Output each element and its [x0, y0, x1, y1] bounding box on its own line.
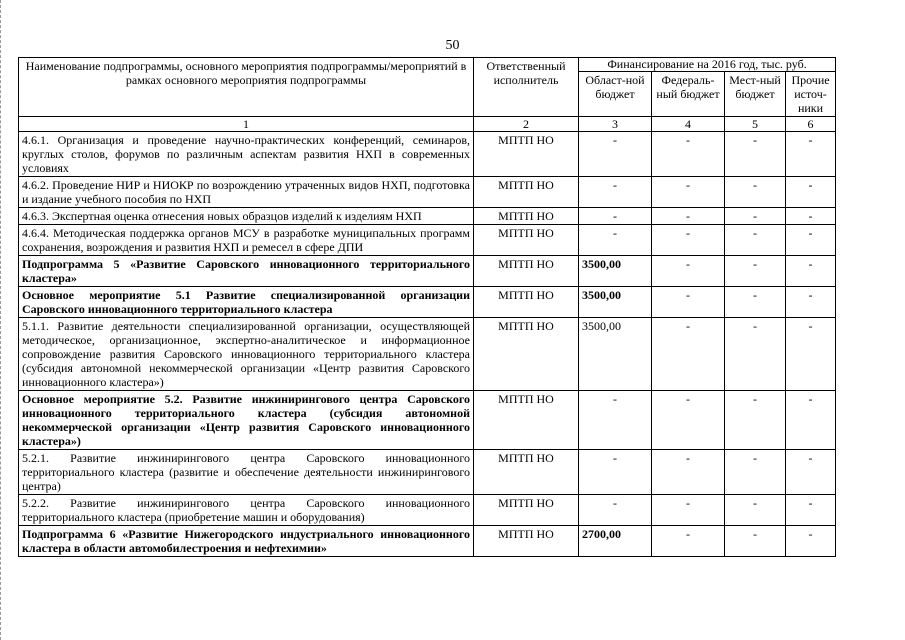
row-regional-budget: - — [579, 177, 652, 208]
row-name: 4.6.1. Организация и проведение научно-практических конференций, семинаров, круглых столов, форумов по различным аспектам развития НХП в современных условиях — [19, 132, 474, 177]
row-other-sources: - — [786, 177, 836, 208]
row-executor: МПТП НО — [474, 256, 579, 287]
row-federal-budget: - — [652, 318, 725, 391]
column-number: 4 — [652, 117, 725, 132]
row-regional-budget: - — [579, 495, 652, 526]
row-name: Подпрограмма 5 «Развитие Саровского инновационного территориального кластера» — [19, 256, 474, 287]
row-regional-budget: 3500,00 — [579, 256, 652, 287]
table-row — [19, 177, 836, 208]
row-regional-budget: 3500,00 — [579, 287, 652, 318]
row-federal-budget: - — [652, 450, 725, 495]
table-row — [19, 318, 836, 391]
row-name: 4.6.3. Экспертная оценка отнесения новых образцов изделий к изделиям НХП — [19, 208, 474, 225]
header-federal-budget: Федераль-ный бюджет — [652, 72, 725, 117]
row-name: 5.1.1. Развитие деятельности специализированной организации, осуществляющей методическое, организационное, экспертно-аналитическое и информационное сопровождение развития Саровского инновационного территориального кластера (субсидия автономной некоммерческой организации «Центр развития Саровского инновационного кластера») — [19, 318, 474, 391]
row-name: 4.6.4. Методическая поддержка органов МСУ в разработке муниципальных программ сохранения, возрождения и развития НХП и ремесел в сфере ДПИ — [19, 225, 474, 256]
row-executor: МПТП НО — [474, 287, 579, 318]
column-number: 2 — [474, 117, 579, 132]
row-local-budget: - — [725, 391, 786, 450]
column-number: 1 — [19, 117, 474, 132]
row-regional-budget: 3500,00 — [579, 318, 652, 391]
row-other-sources: - — [786, 495, 836, 526]
row-name: Основное мероприятие 5.1 Развитие специализированной организации Саровского инновационного территориального кластера — [19, 287, 474, 318]
row-other-sources: - — [786, 391, 836, 450]
row-name: Подпрограмма 6 «Развитие Нижегородского индустриального инновационного кластера в области автомобилестроения и нефтехимии» — [19, 526, 474, 557]
table-row — [19, 391, 836, 450]
table-row — [19, 132, 836, 177]
table-row — [19, 526, 836, 557]
row-local-budget: - — [725, 132, 786, 177]
row-regional-budget: - — [579, 208, 652, 225]
row-other-sources: - — [786, 256, 836, 287]
row-local-budget: - — [725, 256, 786, 287]
row-regional-budget: - — [579, 132, 652, 177]
row-executor: МПТП НО — [474, 225, 579, 256]
header-financing-group: Финансирование на 2016 год, тыс. руб. — [579, 58, 836, 72]
row-local-budget: - — [725, 318, 786, 391]
page-edge-marks — [0, 0, 1, 640]
row-regional-budget: - — [579, 225, 652, 256]
row-federal-budget: - — [652, 177, 725, 208]
table-row — [19, 225, 836, 256]
row-executor: МПТП НО — [474, 526, 579, 557]
column-number-row — [19, 117, 836, 132]
column-number: 5 — [725, 117, 786, 132]
row-executor: МПТП НО — [474, 495, 579, 526]
row-local-budget: - — [725, 495, 786, 526]
row-local-budget: - — [725, 287, 786, 318]
row-executor: МПТП НО — [474, 132, 579, 177]
row-federal-budget: - — [652, 495, 725, 526]
row-federal-budget: - — [652, 132, 725, 177]
row-federal-budget: - — [652, 391, 725, 450]
header-executor-column: Ответственный исполнитель — [474, 58, 579, 117]
row-other-sources: - — [786, 526, 836, 557]
header-name-column: Наименование подпрограммы, основного мероприятия подпрограммы/мероприятий в рамках основного мероприятия подпрограммы — [19, 58, 474, 117]
row-name: 5.2.2. Развитие инжинирингового центра Саровского инновационного территориального кластера (приобретение машин и оборудования) — [19, 495, 474, 526]
page-number: 50 — [445, 38, 460, 53]
row-federal-budget: - — [652, 526, 725, 557]
header-regional-budget: Област-ной бюджет — [579, 72, 652, 117]
row-name: Основное мероприятие 5.2. Развитие инжинирингового центра Саровского инновационного территориального кластера (субсидия автономной некоммерческой организации «Центр развития Саровского инновационного кластера») — [19, 391, 474, 450]
row-executor: МПТП НО — [474, 208, 579, 225]
row-local-budget: - — [725, 177, 786, 208]
row-federal-budget: - — [652, 287, 725, 318]
table-row — [19, 450, 836, 495]
table-row — [19, 495, 836, 526]
table-row — [19, 208, 836, 225]
row-executor: МПТП НО — [474, 177, 579, 208]
header-other-sources: Прочие источ-ники — [786, 72, 836, 117]
row-federal-budget: - — [652, 225, 725, 256]
row-federal-budget: - — [652, 256, 725, 287]
row-regional-budget: - — [579, 391, 652, 450]
table-row — [19, 287, 836, 318]
row-other-sources: - — [786, 225, 836, 256]
table-row — [19, 256, 836, 287]
row-executor: МПТП НО — [474, 318, 579, 391]
column-number: 6 — [786, 117, 836, 132]
header-local-budget: Мест-ный бюджет — [725, 72, 786, 117]
row-local-budget: - — [725, 208, 786, 225]
row-other-sources: - — [786, 318, 836, 391]
row-executor: МПТП НО — [474, 391, 579, 450]
row-local-budget: - — [725, 225, 786, 256]
row-regional-budget: - — [579, 450, 652, 495]
row-local-budget: - — [725, 526, 786, 557]
column-number: 3 — [579, 117, 652, 132]
row-other-sources: - — [786, 450, 836, 495]
financing-table — [18, 57, 836, 557]
row-other-sources: - — [786, 287, 836, 318]
row-executor: МПТП НО — [474, 450, 579, 495]
row-other-sources: - — [786, 132, 836, 177]
row-local-budget: - — [725, 450, 786, 495]
row-other-sources: - — [786, 208, 836, 225]
row-regional-budget: 2700,00 — [579, 526, 652, 557]
row-name: 5.2.1. Развитие инжинирингового центра Саровского инновационного территориального кластера (развитие и обеспечение деятельности инжинирингового центра) — [19, 450, 474, 495]
row-name: 4.6.2. Проведение НИР и НИОКР по возрождению утраченных видов НХП, подготовка и издание учебного пособия по НХП — [19, 177, 474, 208]
row-federal-budget: - — [652, 208, 725, 225]
